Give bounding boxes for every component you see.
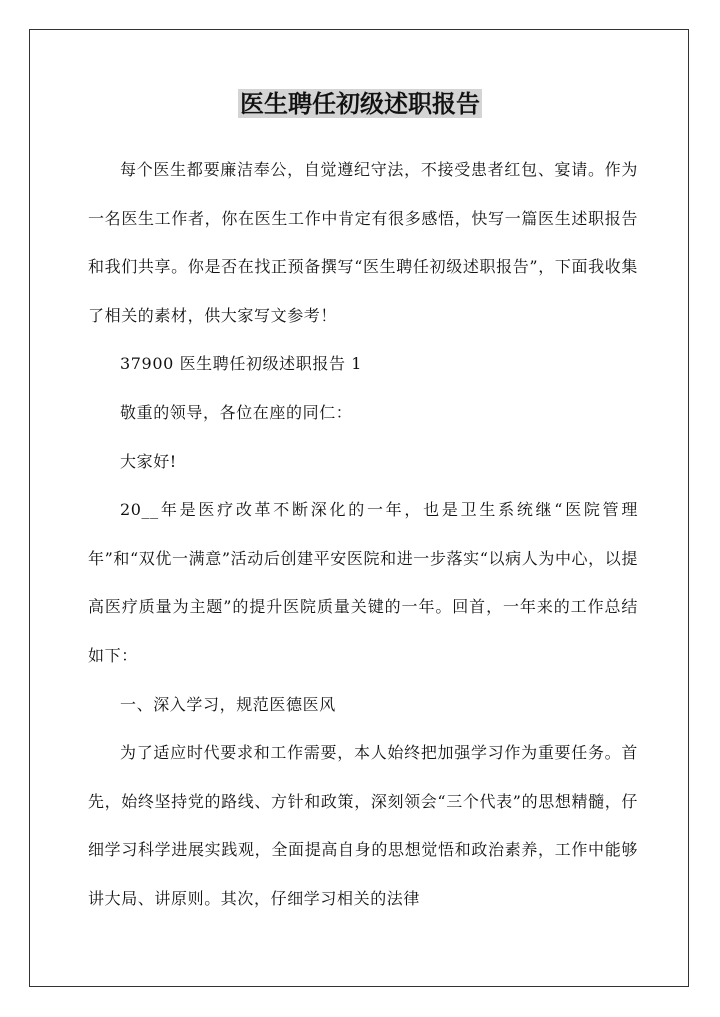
paragraph-section-heading-1: 一、深入学习，规范医德医风	[120, 694, 336, 714]
paragraph-salutation: 敬重的领导，各位在座的同仁：	[120, 402, 353, 422]
paragraph-report-heading: 37900 医生聘任初级述职报告 1	[120, 354, 363, 374]
document-title	[0, 86, 720, 122]
document-title-text: 医生聘任初级述职报告	[240, 89, 480, 118]
paragraph-greeting: 大家好!	[120, 451, 177, 471]
document-body	[88, 146, 638, 924]
paragraph-study: 为了适应时代要求和工作需要，本人始终把加强学习作为重要任务。首先，始终坚持党的路线、方针和政策，深刻领会“三个代表”的思想精髓，仔细学习科学进展实践观，全面提高自身的思想觉悟和政治素养，工作中能够讲大局、讲原则。其次，仔细学习相关的法律	[88, 743, 638, 908]
paragraph-year-summary: 20__年是医疗改革不断深化的一年，也是卫生系统继“医院管理年”和“双优一满意”活动后创建平安医院和进一步落实“以病人为中心，以提高医疗质量为主题”的提升医院质量关键的一年。回首，一年来的工作总结如下：	[88, 500, 638, 665]
paragraph-intro: 每个医生都要廉洁奉公，自觉遵纪守法，不接受患者红包、宴请。作为一名医生工作者，你在医生工作中肯定有很多感悟，快写一篇医生述职报告和我们共享。你是否在找正预备撰写“医生聘任初级述职报告”，下面我收集了相关的素材，供大家写文参考！	[88, 160, 638, 325]
